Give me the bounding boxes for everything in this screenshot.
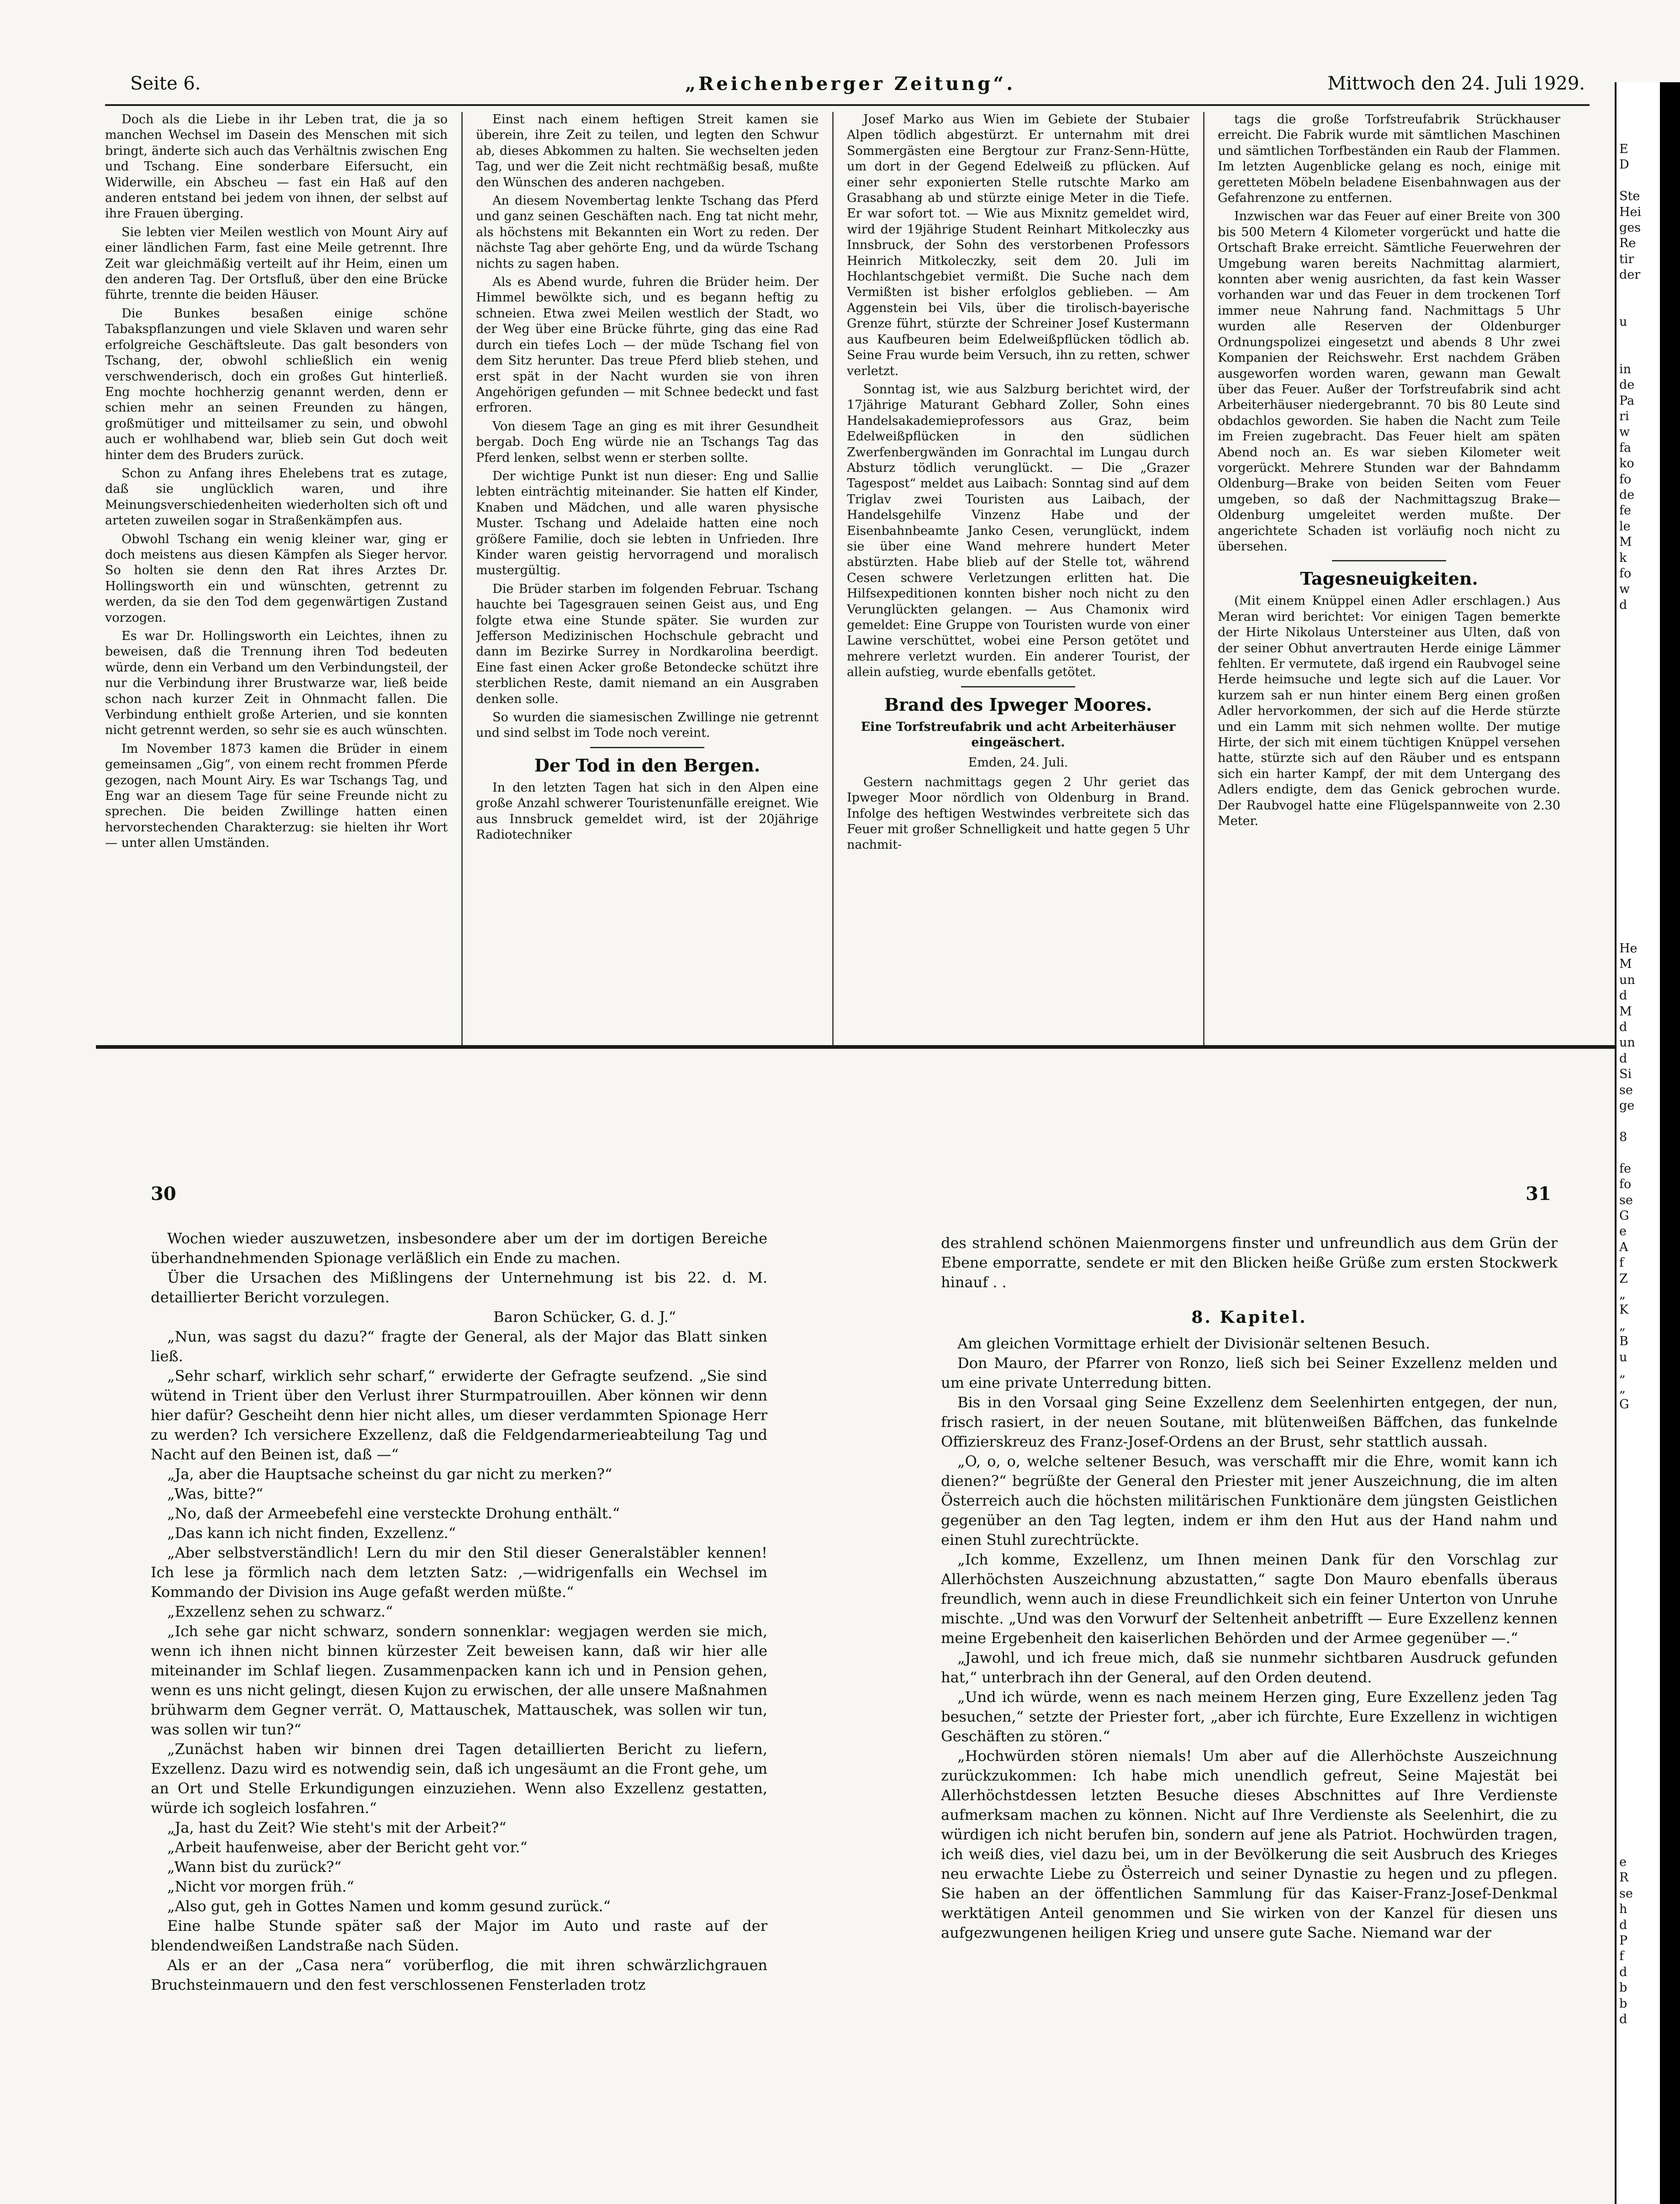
column-divider	[461, 112, 463, 1048]
article-paragraph: Gestern nachmittags gegen 2 Uhr geriet das Ipweger Moor nördlich von Oldenburg in Brand. Infolge des heftigen Westwindes verbreitete sich das Feuer mit großer Schnelligkeit und hatte gegen 5 Uhr nachmit-	[847, 775, 1189, 852]
article-paragraph: Schon zu Anfang ihres Ehelebens trat es zutage, daß sie unglücklich waren, und ihre Meinungsverschiedenheiten wiederholten sich oft und arteten zuweilen sogar in Straßenkämpfen aus.	[105, 466, 448, 528]
column-siamese-twins	[105, 112, 448, 1025]
book-paragraph: „Exzellenz sehen zu schwarz.“	[167, 1603, 393, 1620]
section-rule	[961, 686, 1075, 687]
header-rule	[105, 104, 1590, 106]
article-paragraph: Einst nach einem heftigen Streit kamen sie überein, ihre Zeit zu teilen, und legten den Schwur ab, dieses Abkommen zu halten. Sie wechselten jeden Tag, und wer die Zeit nicht rechtmäßig besaß, mußte den Wünschen des anderen nachgeben.	[476, 112, 819, 190]
book-paragraph: „Nun, was sagst du dazu?“ fragte der General, als der Major das Blatt sinken ließ.	[151, 1328, 767, 1365]
book-paragraph: „Sehr scharf, wirklich sehr scharf,“ erwiderte der Gefragte seufzend. „Sie sind wütend in Trient über den Verlust ihrer Sturmpatrouillen. Aber können wir denn hier dafür? Gescheiht denn hier nicht alles, um dieser verdammten Spionage Herr zu werden? Ich versichere Exzellenz, daß die Feldgendarmerieabteilung Tag und Nacht auf den Beinen ist, daß —“	[151, 1367, 767, 1463]
headline-mountain-deaths: Der Tod in den Bergen.	[534, 755, 761, 776]
book-paragraph: Bis in den Vorsaal ging Seine Exzellenz dem Seelenhirten entgegen, der nun, frisch rasiert, in der neuen Soutane, mit blütenweißen Bäffchen, das funkelnde Offizierskreuz des Franz-Josef-Ordens an der Brust, sehr stattlich aussah.	[941, 1394, 1558, 1450]
book-paragraph: „No, daß der Armeebefehl eine versteckte Drohung enthält.“	[167, 1505, 620, 1522]
article-paragraph: Sie lebten vier Meilen westlich von Mount Airy auf einer ländlichen Farm, fast eine Meile getrennt. Ihre Zeit war gleichmäßig verteilt auf ihr Heim, einen um den anderen Tag. Der Ortsfluß, über den eine Brücke führte, trennte die beiden Häuser.	[105, 225, 448, 302]
article-paragraph: Die Brüder starben im folgenden Februar. Tschang hauchte bei Tagesgrauen seinen Geist aus, und Eng folgte etwa eine Stunde später. Sie wurden zur Jefferson Medizinischen Hochschule gebracht und dann im Bezirke Surrey in Nordkarolina beerdigt. Eine fast einen Acker große Betondecke schützt ihre sterblichen Reste, damit niemand an ein Ausgraben denken solle.	[476, 581, 819, 706]
book-paragraph: „Zunächst haben wir binnen drei Tagen detaillierten Bericht zu liefern, Exzellenz. Dazu wird es notwendig sein, daß ich ungesäumt an die Front gehe, um an Ort und Stelle Erkundigungen einzuziehen. Wenn also Exzellenz gestatten, würde ich sogleich losfahren.“	[151, 1740, 767, 1817]
book-paragraph: „Ich komme, Exzellenz, um Ihnen meinen Dank für den Vorschlag zur Allerhöchsten Auszeichnung abzustatten,“ sagte Don Mauro ebenfalls überaus freundlich, wenn auch in diese Freundlichkeit sich ein feiner Unterton von Unruhe mischte. „Und was den Vorwurf der Seltenheit anbetrifft — Eure Exzellenz kennen meine Ergebenheit den kaiserlichen Behörden und der Armee gegenüber —.“	[941, 1551, 1558, 1647]
adjacent-page-edge	[1615, 82, 1680, 2204]
book-paragraph: „Ja, hast du Zeit? Wie steht's mit der Arbeit?“	[167, 1819, 507, 1836]
book-paragraph: „Was, bitte?“	[167, 1485, 264, 1502]
book-paragraph: „Und ich würde, wenn es nach meinem Herzen ging, Eure Exzellenz jeden Tag besuchen,“ setzte der Priester fort, „aber ich fürchte, Eure Exzellenz in wichtigen Geschäften zu stören.“	[941, 1688, 1558, 1745]
section-rule	[1332, 560, 1446, 561]
article-paragraph: Von diesem Tage an ging es mit ihrer Gesundheit bergab. Doch Eng würde nie an Tschangs Tag das Pferd lenken, selbst wenn er sterben sollte.	[476, 419, 819, 465]
article-paragraph: So wurden die siamesischen Zwillinge nie getrennt und sind selbst im Tode noch vereint.	[476, 710, 819, 740]
book-paragraph: Don Mauro, der Pfarrer von Ronzo, ließ sich bei Seiner Exzellenz melden und um eine private Unterredung bitten.	[941, 1354, 1558, 1391]
book-paragraph: Über die Ursachen des Mißlingens der Unternehmung ist bis 22. d. M. detaillierter Bericht vorzulegen.	[151, 1269, 767, 1306]
book-paragraph: „Aber selbstverständlich! Lern du mir den Stil dieser Generalstäbler kennen! Ich lese ja förmlich nach dem letzten Satz: ‚—widrigenfalls ein Wechsel im Kommando der Division ins Auge gefaßt werden müßte.“	[151, 1544, 767, 1601]
article-paragraph: Sonntag ist, wie aus Salzburg berichtet wird, der 17jährige Maturant Gebhard Zoller, Sohn eines Handelsakademieprofessors aus Graz, beim Edelweißpflücken in den südlichen Zwerfenbergwänden im Gonrachtal im Lungau durch Absturz tödlich verunglückt. — Die „Grazer Tagespost“ meldet aus Laibach: Sonntag sind auf dem Triglav zwei Touristen aus Laibach, der Handelsgehilfe Vinzenz Habe und der Eisenbahnbeamte Janko Cesen, verunglückt, indem sie über eine Wand mehrere hundert Meter abstürzten. Habe blieb auf der Stelle tot, während Cesen schwere Verletzungen erlitten hat. Die Hilfsexpeditionen konnten bisher noch nicht zu den Verunglückten gelangen. — Aus Chamonix wird gemeldet: Eine Gruppe von Touristen wurde von einer Lawine verschüttet, wobei eine Person getötet und mehrere verletzt wurden. Ein anderer Tourist, der allein aufstieg, wurde ebenfalls getötet.	[847, 382, 1189, 680]
adjacent-page-text: e R se h d P f d b b d	[1619, 1855, 1633, 2027]
column-siamese-twins-cont	[476, 112, 819, 1025]
book-page-number-right: 31	[1526, 1183, 1551, 1205]
column-divider	[1203, 112, 1205, 1048]
article-paragraph: Als es Abend wurde, fuhren die Brüder heim. Der Himmel bewölkte sich, und es begann heftig zu schneien. Etwa zwei Meilen westlich der Stadt, wo der Weg über eine Brücke führte, ging das eine Rad durch ein tiefes Loch — der müde Tschang fiel von dem Sitz herunter. Das treue Pferd blieb stehen, und erst spät in der Nacht wurden sie von ihren Angehörigen gefunden — mit Schnee bedeckt und fast erfroren.	[476, 275, 819, 415]
book-paragraph: Eine halbe Stunde später saß der Major im Auto und raste auf der blendendweißen Landstraße nach Süden.	[151, 1917, 767, 1954]
article-paragraph: Doch als die Liebe in ihr Leben trat, die ja so manchen Wechsel im Dasein des Menschen mit sich bringt, änderte sich auch das Verhältnis zwischen Eng und Tschang. Eine sonderbare Eifersucht, ein Widerwille, ein Abscheu — fast ein Haß auf den anderen entstand bei jedem von ihnen, der selbst auf ihre Frauen überging.	[105, 112, 448, 221]
newspaper-bottom-rule	[96, 1045, 1617, 1049]
article-paragraph: tags die große Torfstreufabrik Strückhauser erreicht. Die Fabrik wurde mit sämtlichen Maschinen und sämtlichen Torfbeständen ein Raub der Flammen. Im letzten Augenblicke gelang es noch, einige mit geretteten Möbeln beladene Eisenbahnwagen aus der Gefahrenzone zu entfernen.	[1218, 112, 1560, 206]
page-label: Seite 6.	[130, 73, 201, 94]
column-moor-fire-and-news	[1218, 112, 1560, 1025]
newspaper-masthead: „Reichenberger Zeitung“.	[685, 73, 1016, 95]
book-paragraph: „Ich sehe gar nicht schwarz, sondern sonnenklar: wegjagen werden sie mich, wenn ich ihnen nicht binnen kürzester Zeit beweisen kann, daß wir hier alle miteinander im Schlaf liegen. Zusammenpacken kann ich und in Pension gehen, wenn es uns nicht gelingt, diesen Kujon zu erwischen, der alle unsere Maßnahmen brühwarm dem Gegner verrät. O, Mattauschek, Mattauschek, was sollen wir tun, was sollen wir tun?“	[151, 1623, 767, 1738]
newspaper-header	[105, 73, 1585, 100]
book-paragraph: „Nicht vor morgen früh.“	[167, 1878, 354, 1895]
chapter-heading: 8. Kapitel.	[1191, 1308, 1307, 1327]
book-paragraph: „Ja, aber die Hauptsache scheinst du gar nicht zu merken?“	[167, 1465, 613, 1483]
book-page-number-left: 30	[151, 1183, 176, 1205]
book-paragraph: „Das kann ich nicht finden, Exzellenz.“	[167, 1524, 456, 1542]
book-paragraph: „Jawohl, und ich freue mich, daß sie nunmehr sichtbaren Ausdruck gefunden hat,“ unterbrach ihn der General, auf den Orden deutend.	[941, 1649, 1558, 1686]
book-paragraph: Wochen wieder auszuwetzen, insbesondere aber um der im dortigen Bereiche überhandnehmenden Spionage verläßlich ein Ende zu machen.	[151, 1230, 767, 1267]
adjacent-page-text: E D Ste Hei ges Re tir der u in de Pa ri w fa ko fo de fe le M k fo w d	[1619, 142, 1642, 612]
article-paragraph: Josef Marko aus Wien im Gebiete der Stubaier Alpen tödlich abgestürzt. Er unternahm mit drei Sommergästen eine Bergtour zur Franz-Senn-Hütte, um dort in der Gegend Edelweiß zu pflücken. Auf einer sehr exponierten Stelle rutschte Marko am Grasabhang ab und stürzte einige Meter in die Tiefe. Er war sofort tot. — Wie aus Mixnitz gemeldet wird, wird der 19jährige Student Reinhart Mitkoleczky aus Innsbruck, der Sohn des verstorbenen Professors Heinrich Mitkoleczky, seit dem 20. Juli im Hochlantschgebiet vermißt. Die Suche nach dem Vermißten ist bisher erfolglos geblieben. — Am Aggenstein bei Vils, über die tirolisch-bayerische Grenze führt, stürzte der Schreiner Josef Kustermann aus Kaufbeuren beim Edelweißpflücken tödlich ab. Seine Frau wurde beim Versuch, ihn zu retten, schwer verletzt.	[847, 112, 1189, 378]
article-paragraph: Inzwischen war das Feuer auf einer Breite von 300 bis 500 Metern 4 Kilometer vorgerückt und hatte die Ortschaft Brake erreicht. Sämtliche Feuerwehren der Umgebung waren bereits Nachmittag alarmiert, konnten aber wenig ausrichten, da fast kein Wasser vorhanden war und das Feuer in dem trockenen Torf immer neue Nahrung fand. Nachmittags 5 Uhr wurden alle Reserven der Oldenburger Ordnungspolizei eingesetzt und abends 8 Uhr zwei Kompanien der Reichswehr. Erst nachdem Gräben ausgeworfen worden waren, gewann man Gewalt über das Feuer. Außer der Torfstreufabrik sind acht Arbeiterhäuser niedergebrannt. 70 bis 80 Leute sind obdachlos geworden. Sie haben die Nacht zum Teile im Freien zugebracht. Das Feuer hielt am späten Abend noch an. Es war sieben Kilometer weit vorgerückt. Mehrere Stunden war der Bahndamm Oldenburg—Brake von beiden Seiten vom Feuer umgeben, so daß der Nachmittagszug Brake—Oldenburg umgeleitet werden mußte. Der angerichtete Schaden ist vorläufig noch nicht zu übersehen.	[1218, 209, 1560, 554]
headline-moor-fire: Brand des Ipweger Moores.	[884, 694, 1152, 715]
article-paragraph: Es war Dr. Hollingsworth ein Leichtes, ihnen zu beweisen, daß die Trennung ihren Tod bedeuten würde, denn ein Verband um den Verbindungsteil, der nur die Verbindung ihrer Brustwarze war, ließ beide schon nach kurzer Zeit in Ohnmacht fallen. Die Verbindung enthielt große Arterien, und sie konnten nicht getrennt werden, so sehr sie es auch wünschten.	[105, 629, 448, 738]
book-paragraph: des strahlend schönen Maienmorgens finster und unfreundlich aus dem Grün der Ebene emporratte, sendete er mit den Blicken heiße Grüße zum ersten Stockwerk hinauf . .	[941, 1234, 1558, 1291]
adjacent-page-text: He M un d M d un d Si se ge 8 fe fo se G e A f Z „ K „ B u „ „ G	[1619, 941, 1638, 1411]
book-paragraph: Am gleichen Vormittage erhielt der Divisionär seltenen Besuch.	[957, 1335, 1430, 1352]
binding-shadow	[1660, 82, 1680, 2204]
book-paragraph: „Also gut, geh in Gottes Namen und komm gesund zurück.“	[167, 1897, 611, 1915]
book-paragraph: „Arbeit haufenweise, aber der Bericht geht vor.“	[167, 1839, 528, 1856]
dateline: Emden, 24. Juli.	[968, 756, 1068, 770]
book-page-left	[151, 1229, 767, 1995]
book-paragraph: „Wann bist du zurück?“	[167, 1858, 342, 1876]
article-paragraph: Der wichtige Punkt ist nun dieser: Eng und Sallie lebten einträchtig miteinander. Sie hatten elf Kinder, Knaben und Mädchen, und alle waren physische Muster. Tschang und Adelaide hatten eine noch größere Familie, doch sie lebten in Unfrieden. Ihre Kinder waren geistig hervorragend und moralisch mustergültig.	[476, 469, 819, 578]
newspaper-columns	[105, 112, 1590, 1053]
section-rule	[590, 747, 704, 748]
article-paragraph: Obwohl Tschang ein wenig kleiner war, ging er doch meistens aus diesen Kämpfen als Sieger hervor. So holten sie denn den Rat ihres Arztes Dr. Hollingsworth ein und wünschten, getrennt zu werden, da sie den Tod dem gegenwärtigen Zustand vorzogen.	[105, 532, 448, 625]
book-paragraph: „O, o, o, welche seltener Besuch, was verschafft mir die Ehre, womit kann ich dienen?“ begrüßte der General den Priester mit jener Auszeichnung, die im alten Österreich auch die höchsten militärischen Funktionäre dem jüngsten Geistlichen gegenüber an den Tag legten, indem er ihm den Hut aus der Hand nahm und einen Stuhl zurechtrückte.	[941, 1453, 1558, 1549]
article-paragraph: In den letzten Tagen hat sich in den Alpen eine große Anzahl schwerer Touristenunfälle ereignet. Wie aus Innsbruck gemeldet wird, ist der 20jährige Radiotechniker	[476, 780, 819, 842]
book-page-right	[941, 1233, 1558, 1943]
subheadline-moor-fire: Eine Torfstreufabrik und acht Arbeiterhäuser eingeäschert.	[861, 719, 1176, 750]
book-paragraph: „Hochwürden stören niemals! Um aber auf die Allerhöchste Auszeichnung zurückzukommen: Ich habe mich unendlich gefreut, Seine Majestät bei Allerhöchstdessen letzten Besuche dieses Abschnittes auf Ihre Verdienste aufmerksam machen zu können. Nicht auf Ihre Verdienste als Seelenhirt, die zu würdigen ich nicht berufen bin, sondern auf jene als Patriot. Hochwürden tragen, ich weiß dies, viel dazu bei, um in der Bevölkerung die seit Ausbruch des Krieges neu erwachte Liebe zu Österreich und seiner Dynastie zu hegen und zu pflegen. Sie haben an der öffentlichen Sammlung für das Kaiser-Franz-Josef-Denkmal werktätigen Anteil genommen und Sie wirken von der Kanzel für diesen uns aufgezwungenen heiligen Krieg und unsere gute Sache. Niemand war der	[941, 1747, 1558, 1941]
article-paragraph: An diesem Novembertag lenkte Tschang das Pferd und ganz seinen Geschäften nach. Eng tat nicht mehr, als höchstens mit Bekannten ein Wort zu reden. Der nächste Tag aber gehörte Eng, und da würde Tschang nichts zu sagen haben.	[476, 194, 819, 271]
article-paragraph: Die Bunkes besaßen einige schöne Tabakspflanzungen und viele Sklaven und waren sehr erfolgreiche Geschäftsleute. Das galt besonders von Tschang, der, obwohl schließlich ein wenig verschwenderisch, doch ein großes Gut hinterließ. Eng mochte hochherzig genannt werden, denn er schien mehr an seinen Freunden zu hängen, großmütiger und mitteilsamer zu sein, und obwohl auch er wohlhabend war, blieb sein Gut doch weit hinter dem des Bruders zurück.	[105, 306, 448, 462]
book-paragraph: Als er an der „Casa nera“ vorüberflog, die mit ihren schwärzlichgrauen Bruchsteinmauern und den fest verschlossenen Fensterladen trotz	[151, 1956, 767, 1993]
column-mountain-deaths	[847, 112, 1189, 1025]
issue-date: Mittwoch den 24. Juli 1929.	[1327, 73, 1585, 94]
article-paragraph: (Mit einem Knüppel einen Adler erschlagen.) Aus Meran wird berichtet: Vor einigen Tagen bemerkte der Hirte Nikolaus Untersteiner aus Ulten, daß von der seiner Obhut anvertrauten Herde einige Lämmer fehlten. Er vermutete, daß irgend ein Raubvogel seine Herde heimsuche und legte sich auf die Lauer. Vor kurzem sah er nun hinter einem Berg einen großen Adler hervorkommen, der sich auf die Herde stürzte und ein Lamm mit sich nehmen wollte. Der mutige Hirte, der sich mit einem tüchtigen Knüppel versehen hatte, stürzte sich auf den Räuber und es entspann sich ein harter Kampf, der mit dem Untergang des Adlers endigte, dem das Genick gebrochen wurde. Der Raubvogel hatte eine Flügelspannweite von 2.30 Meter.	[1218, 594, 1560, 829]
book-signature: Baron Schücker, G. d. J.“	[493, 1308, 676, 1326]
article-paragraph: Im November 1873 kamen die Brüder in einem gemeinsamen „Gig“, von einem recht frommen Pferde gezogen, nach Mount Airy. Es war Tschangs Tag, und Eng war an diesem Tage für seine Freunde nicht zu sprechen. Die beiden Zwillinge hatten einen hervorstechenden Charakterzug: sie hielten ihr Wort — unter allen Umständen.	[105, 741, 448, 851]
headline-daily-news: Tagesneuigkeiten.	[1300, 568, 1478, 589]
column-divider	[832, 112, 834, 1048]
